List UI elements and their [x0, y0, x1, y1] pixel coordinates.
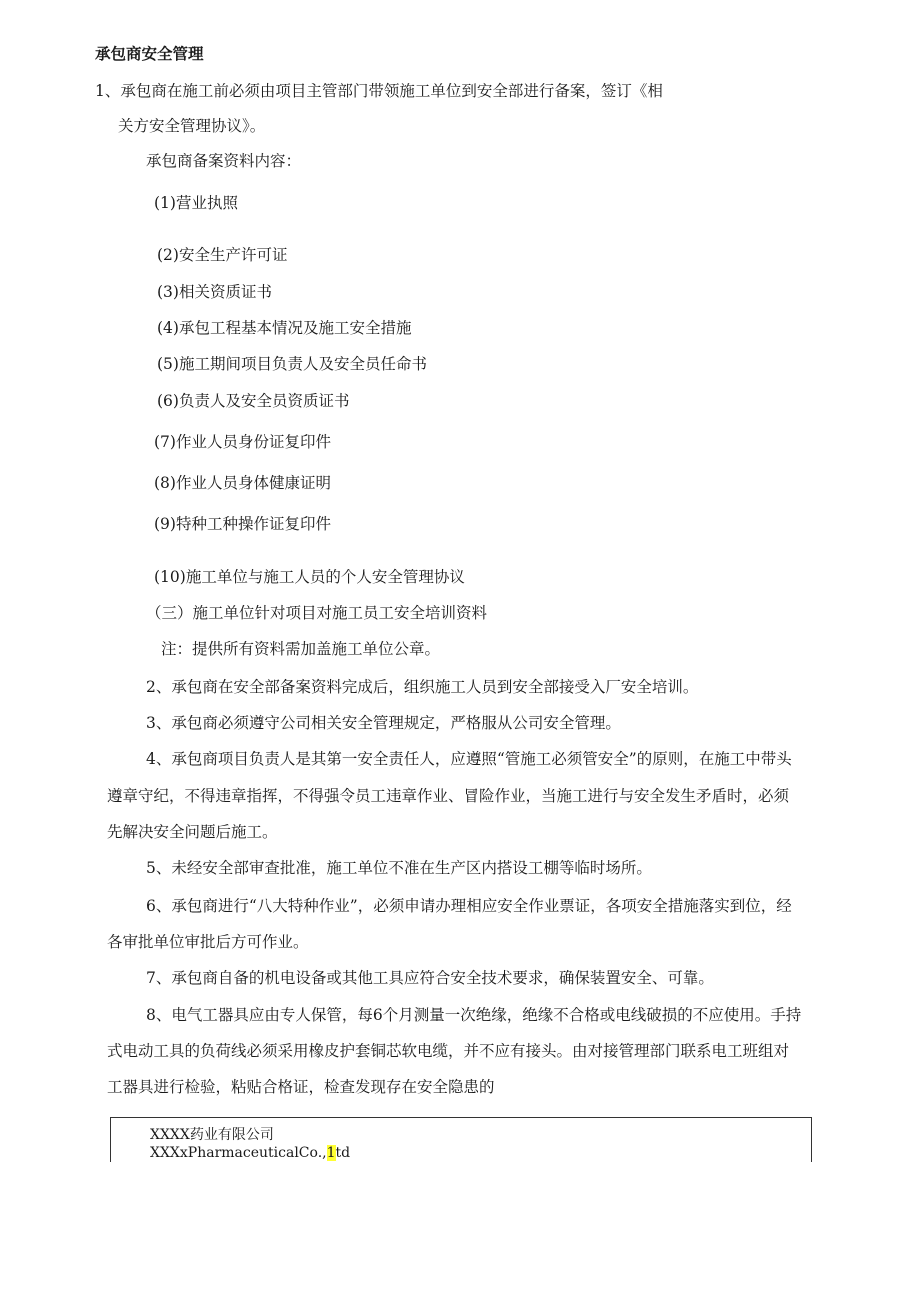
note-line: 注：提供所有资料需加盖施工单位公章。	[161, 640, 441, 658]
paragraph-line: 2、承包商在安全部备案资料完成后，组织施工人员到安全部接受入厂安全培训。	[146, 678, 699, 696]
list-item: (9)特种工种操作证复印件	[154, 515, 331, 533]
list-item: (4)承包工程基本情况及施工安全措施	[157, 319, 412, 337]
footer-company-en	[150, 1144, 350, 1162]
list-item: (8)作业人员身体健康证明	[154, 474, 331, 492]
paragraph-line: 各审批单位审批后方可作业。	[107, 933, 309, 951]
paragraph-line: 工器具进行检验，粘贴合格证，检查发现存在安全隐患的	[107, 1078, 495, 1096]
footer-en-prefix: XXXxPharmaceuticalCo.,	[150, 1145, 327, 1161]
list-item: (7)作业人员身份证复印件	[154, 433, 331, 451]
footer-en-suffix: td	[335, 1145, 351, 1161]
paragraph-line: 7、承包商自备的机电设备或其他工具应符合安全技术要求，确保装置安全、可靠。	[146, 969, 714, 987]
paragraph-line: 1、承包商在施工前必须由项目主管部门带领施工单位到安全部进行备案，签订《相	[95, 82, 663, 100]
paragraph-line: 8、电气工器具应由专人保管，每6个月测量一次绝缘，绝缘不合格或电线破损的不应使用。手持	[146, 1006, 802, 1024]
paragraph-line: 关方安全管理协议》。	[118, 117, 266, 135]
list-item: (1)营业执照	[154, 194, 238, 212]
paragraph-line: 3、承包商必须遵守公司相关安全管理规定，严格服从公司安全管理。	[146, 714, 621, 732]
paragraph-line: 承包商备案资料内容：	[146, 152, 302, 170]
paragraph-line: 先解决安全问题后施工。	[107, 823, 278, 841]
paragraph-line: 5、未经安全部审查批准，施工单位不准在生产区内搭设工棚等临时场所。	[146, 859, 652, 877]
list-item: (5)施工期间项目负责人及安全员任命书	[157, 355, 427, 373]
list-item: (3)相关资质证书	[157, 283, 272, 301]
paragraph-line: 遵章守纪，不得违章指挥，不得强令员工违章作业、冒险作业，当施工进行与安全发生矛盾时，必须	[107, 787, 790, 805]
paragraph-line: 6、承包商进行“八大特种作业”，必须申请办理相应安全作业票证，各项安全措施落实到位，经	[146, 897, 792, 915]
page-title: 承包商安全管理	[95, 45, 204, 63]
footer-company-cn: XXXX药业有限公司	[150, 1127, 274, 1143]
list-item: (10)施工单位与施工人员的个人安全管理协议	[154, 568, 465, 586]
paragraph-line: 4、承包商项目负责人是其第一安全责任人，应遵照“管施工必须管安全”的原则，在施工中带头	[146, 750, 792, 768]
paragraph-line: 式电动工具的负荷线必须采用橡皮护套铜芯软电缆，并不应有接头。由对接管理部门联系电工班组对	[107, 1042, 790, 1060]
list-item: (6)负责人及安全员资质证书	[157, 392, 350, 410]
list-item: （三）施工单位针对项目对施工员工安全培训资料	[146, 604, 488, 622]
list-item: (2)安全生产许可证	[157, 246, 288, 264]
footer-en-highlight: 1	[326, 1145, 336, 1161]
